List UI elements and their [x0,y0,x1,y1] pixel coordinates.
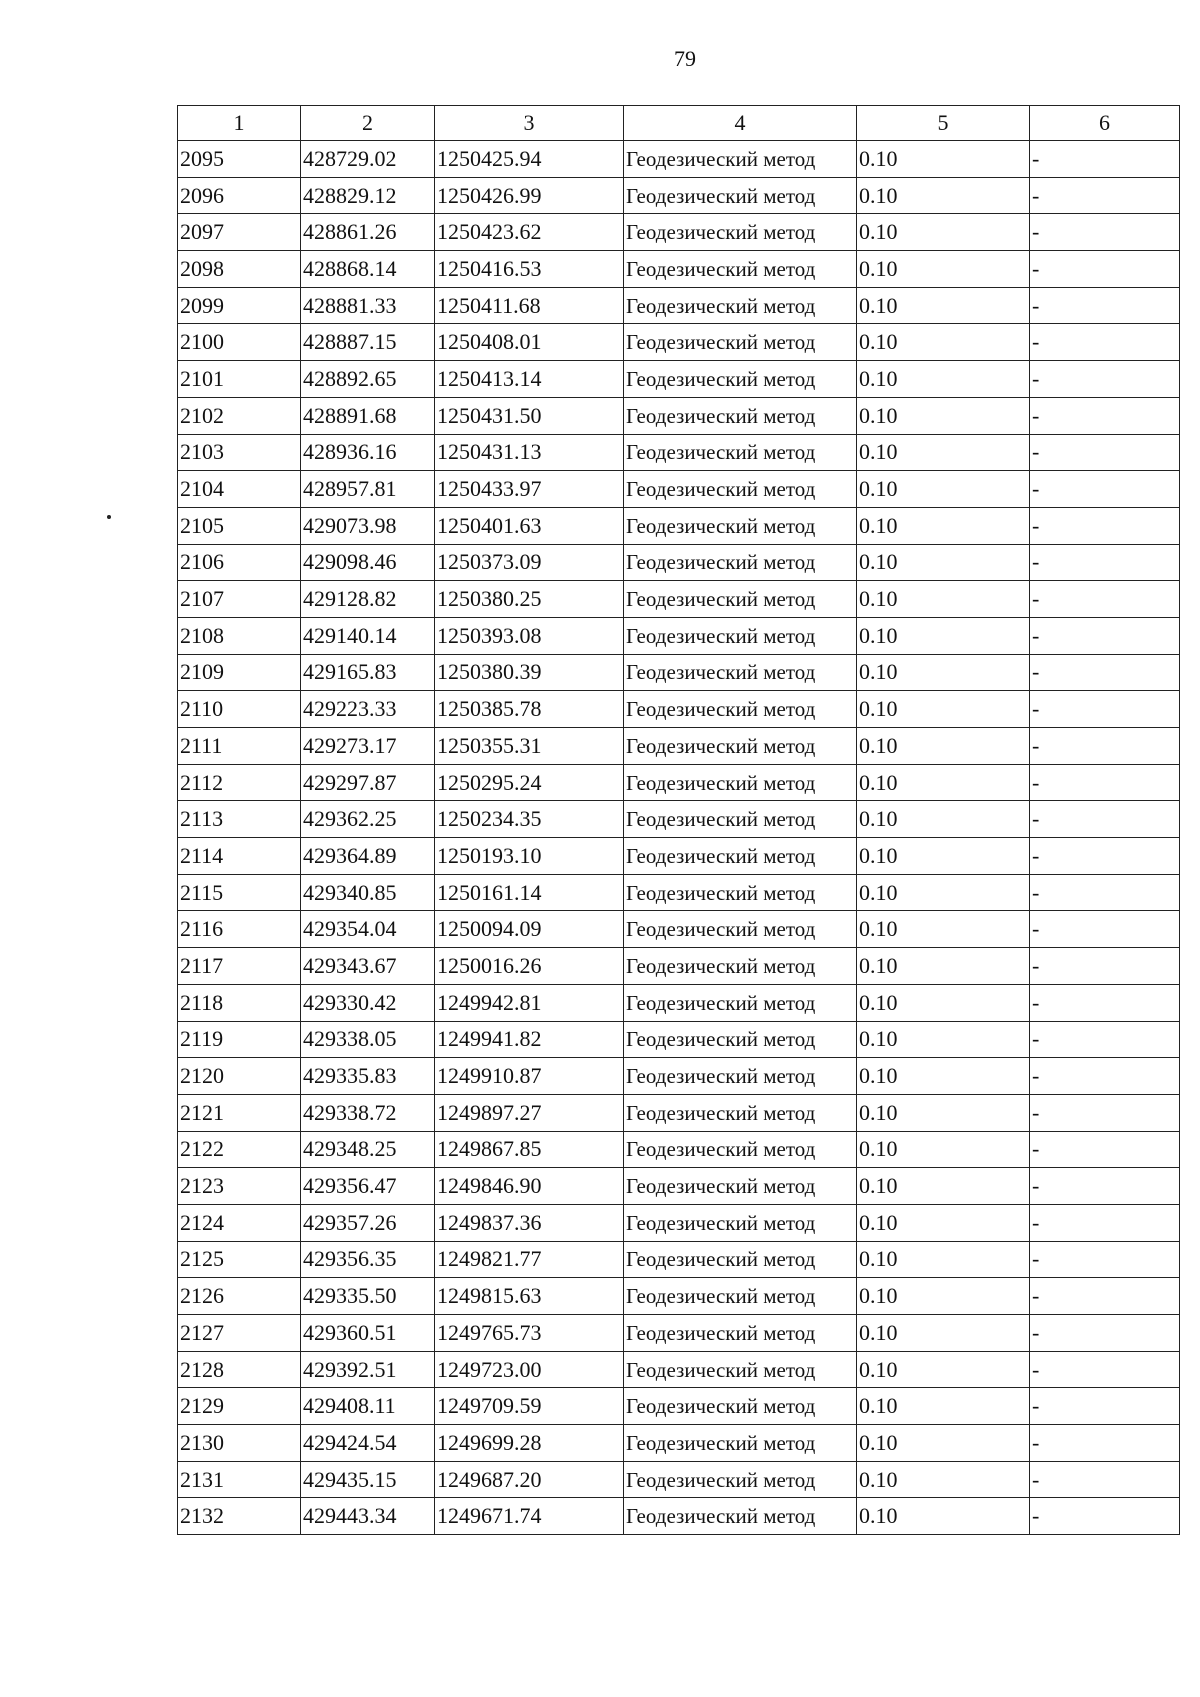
note-cell: - [1030,471,1180,508]
x-coordinate-cell: 429128.82 [301,581,435,618]
y-coordinate-cell: 1250408.01 [435,324,624,361]
method-cell: Геодезический метод [624,948,857,985]
table-row [178,1021,1180,1058]
note-cell: - [1030,324,1180,361]
point-number-cell: 2124 [178,1204,301,1241]
y-coordinate-cell: 1249941.82 [435,1021,624,1058]
method-cell: Геодезический метод [624,177,857,214]
table-row [178,911,1180,948]
point-number-cell: 2126 [178,1278,301,1315]
accuracy-cell: 0.10 [857,1351,1030,1388]
method-cell: Геодезический метод [624,1094,857,1131]
x-coordinate-cell: 429435.15 [301,1461,435,1498]
note-cell: - [1030,1058,1180,1095]
accuracy-cell: 0.10 [857,1315,1030,1352]
method-cell: Геодезический метод [624,1021,857,1058]
table-row [178,141,1180,178]
note-cell: - [1030,764,1180,801]
table-row [178,1058,1180,1095]
point-number-cell: 2099 [178,287,301,324]
note-cell: - [1030,911,1180,948]
method-cell: Геодезический метод [624,1241,857,1278]
table-row [178,361,1180,398]
method-cell: Геодезический метод [624,581,857,618]
point-number-cell: 2122 [178,1131,301,1168]
x-coordinate-cell: 429338.72 [301,1094,435,1131]
point-number-cell: 2096 [178,177,301,214]
point-number-cell: 2120 [178,1058,301,1095]
note-cell: - [1030,177,1180,214]
table-row [178,764,1180,801]
method-cell: Геодезический метод [624,617,857,654]
y-coordinate-cell: 1250426.99 [435,177,624,214]
point-number-cell: 2108 [178,617,301,654]
method-cell: Геодезический метод [624,1131,857,1168]
method-cell: Геодезический метод [624,1315,857,1352]
method-cell: Геодезический метод [624,911,857,948]
note-cell: - [1030,361,1180,398]
point-number-cell: 2100 [178,324,301,361]
method-cell: Геодезический метод [624,984,857,1021]
x-coordinate-cell: 428936.16 [301,434,435,471]
y-coordinate-cell: 1250431.13 [435,434,624,471]
table-row [178,1351,1180,1388]
point-number-cell: 2127 [178,1315,301,1352]
table-row [178,874,1180,911]
method-cell: Геодезический метод [624,397,857,434]
table-row [178,617,1180,654]
column-header: 6 [1030,106,1180,141]
x-coordinate-cell: 429360.51 [301,1315,435,1352]
x-coordinate-cell: 429443.34 [301,1498,435,1535]
x-coordinate-cell: 429408.11 [301,1388,435,1425]
method-cell: Геодезический метод [624,1278,857,1315]
y-coordinate-cell: 1249687.20 [435,1461,624,1498]
note-cell: - [1030,251,1180,288]
y-coordinate-cell: 1250411.68 [435,287,624,324]
point-number-cell: 2130 [178,1425,301,1462]
y-coordinate-cell: 1249723.00 [435,1351,624,1388]
accuracy-cell: 0.10 [857,324,1030,361]
table-row [178,1278,1180,1315]
table-row [178,1425,1180,1462]
table-row [178,471,1180,508]
x-coordinate-cell: 428861.26 [301,214,435,251]
scan-speck [107,515,111,519]
point-number-cell: 2113 [178,801,301,838]
method-cell: Геодезический метод [624,764,857,801]
note-cell: - [1030,801,1180,838]
table-row [178,1131,1180,1168]
table-row [178,1241,1180,1278]
accuracy-cell: 0.10 [857,1461,1030,1498]
y-coordinate-cell: 1250423.62 [435,214,624,251]
table-row [178,838,1180,875]
accuracy-cell: 0.10 [857,251,1030,288]
accuracy-cell: 0.10 [857,1204,1030,1241]
accuracy-cell: 0.10 [857,471,1030,508]
accuracy-cell: 0.10 [857,1388,1030,1425]
method-cell: Геодезический метод [624,691,857,728]
method-cell: Геодезический метод [624,1204,857,1241]
x-coordinate-cell: 428829.12 [301,177,435,214]
accuracy-cell: 0.10 [857,287,1030,324]
accuracy-cell: 0.10 [857,1131,1030,1168]
point-number-cell: 2116 [178,911,301,948]
y-coordinate-cell: 1249837.36 [435,1204,624,1241]
note-cell: - [1030,1351,1180,1388]
column-header: 4 [624,106,857,141]
x-coordinate-cell: 429338.05 [301,1021,435,1058]
method-cell: Геодезический метод [624,434,857,471]
x-coordinate-cell: 428868.14 [301,251,435,288]
method-cell: Геодезический метод [624,1461,857,1498]
accuracy-cell: 0.10 [857,1241,1030,1278]
y-coordinate-cell: 1249910.87 [435,1058,624,1095]
x-coordinate-cell: 429330.42 [301,984,435,1021]
note-cell: - [1030,1241,1180,1278]
note-cell: - [1030,1204,1180,1241]
note-cell: - [1030,397,1180,434]
y-coordinate-cell: 1249897.27 [435,1094,624,1131]
x-coordinate-cell: 429223.33 [301,691,435,728]
point-number-cell: 2103 [178,434,301,471]
note-cell: - [1030,1021,1180,1058]
y-coordinate-cell: 1249846.90 [435,1168,624,1205]
x-coordinate-cell: 429343.67 [301,948,435,985]
note-cell: - [1030,1094,1180,1131]
point-number-cell: 2132 [178,1498,301,1535]
point-number-cell: 2109 [178,654,301,691]
method-cell: Геодезический метод [624,361,857,398]
point-number-cell: 2128 [178,1351,301,1388]
y-coordinate-cell: 1250431.50 [435,397,624,434]
accuracy-cell: 0.10 [857,214,1030,251]
table-row [178,214,1180,251]
y-coordinate-cell: 1249699.28 [435,1425,624,1462]
y-coordinate-cell: 1250161.14 [435,874,624,911]
point-number-cell: 2123 [178,1168,301,1205]
accuracy-cell: 0.10 [857,691,1030,728]
point-number-cell: 2110 [178,691,301,728]
accuracy-cell: 0.10 [857,984,1030,1021]
table-row [178,581,1180,618]
x-coordinate-cell: 429362.25 [301,801,435,838]
method-cell: Геодезический метод [624,251,857,288]
accuracy-cell: 0.10 [857,177,1030,214]
accuracy-cell: 0.10 [857,911,1030,948]
accuracy-cell: 0.10 [857,581,1030,618]
point-number-cell: 2111 [178,728,301,765]
accuracy-cell: 0.10 [857,1278,1030,1315]
point-number-cell: 2106 [178,544,301,581]
accuracy-cell: 0.10 [857,728,1030,765]
x-coordinate-cell: 428887.15 [301,324,435,361]
note-cell: - [1030,654,1180,691]
table-row [178,984,1180,1021]
table-row [178,728,1180,765]
note-cell: - [1030,581,1180,618]
accuracy-cell: 0.10 [857,1094,1030,1131]
point-number-cell: 2102 [178,397,301,434]
table-row [178,507,1180,544]
method-cell: Геодезический метод [624,874,857,911]
column-header: 5 [857,106,1030,141]
point-number-cell: 2105 [178,507,301,544]
x-coordinate-cell: 429356.35 [301,1241,435,1278]
method-cell: Геодезический метод [624,324,857,361]
point-number-cell: 2131 [178,1461,301,1498]
accuracy-cell: 0.10 [857,1498,1030,1535]
table-body [178,141,1180,1535]
y-coordinate-cell: 1250393.08 [435,617,624,654]
table-row [178,691,1180,728]
note-cell: - [1030,507,1180,544]
table-row [178,251,1180,288]
point-number-cell: 2121 [178,1094,301,1131]
y-coordinate-cell: 1250234.35 [435,801,624,838]
x-coordinate-cell: 429165.83 [301,654,435,691]
x-coordinate-cell: 429335.50 [301,1278,435,1315]
table-row [178,801,1180,838]
accuracy-cell: 0.10 [857,838,1030,875]
y-coordinate-cell: 1250433.97 [435,471,624,508]
y-coordinate-cell: 1249942.81 [435,984,624,1021]
point-number-cell: 2114 [178,838,301,875]
point-number-cell: 2104 [178,471,301,508]
x-coordinate-cell: 428892.65 [301,361,435,398]
point-number-cell: 2107 [178,581,301,618]
method-cell: Геодезический метод [624,838,857,875]
table-row [178,654,1180,691]
accuracy-cell: 0.10 [857,874,1030,911]
y-coordinate-cell: 1250380.25 [435,581,624,618]
method-cell: Геодезический метод [624,728,857,765]
x-coordinate-cell: 428881.33 [301,287,435,324]
note-cell: - [1030,617,1180,654]
x-coordinate-cell: 429392.51 [301,1351,435,1388]
table-row [178,287,1180,324]
method-cell: Геодезический метод [624,544,857,581]
accuracy-cell: 0.10 [857,764,1030,801]
y-coordinate-cell: 1250385.78 [435,691,624,728]
y-coordinate-cell: 1250413.14 [435,361,624,398]
coordinates-table [177,105,1180,1535]
point-number-cell: 2129 [178,1388,301,1425]
note-cell: - [1030,1315,1180,1352]
method-cell: Геодезический метод [624,654,857,691]
x-coordinate-cell: 429340.85 [301,874,435,911]
method-cell: Геодезический метод [624,801,857,838]
point-number-cell: 2097 [178,214,301,251]
y-coordinate-cell: 1250094.09 [435,911,624,948]
table-row [178,544,1180,581]
note-cell: - [1030,287,1180,324]
y-coordinate-cell: 1250380.39 [435,654,624,691]
note-cell: - [1030,1131,1180,1168]
y-coordinate-cell: 1250016.26 [435,948,624,985]
column-header: 2 [301,106,435,141]
note-cell: - [1030,1278,1180,1315]
table-row [178,1094,1180,1131]
accuracy-cell: 0.10 [857,507,1030,544]
x-coordinate-cell: 429073.98 [301,507,435,544]
note-cell: - [1030,214,1180,251]
point-number-cell: 2112 [178,764,301,801]
y-coordinate-cell: 1249671.74 [435,1498,624,1535]
point-number-cell: 2101 [178,361,301,398]
accuracy-cell: 0.10 [857,361,1030,398]
x-coordinate-cell: 429364.89 [301,838,435,875]
table-row [178,1204,1180,1241]
x-coordinate-cell: 428957.81 [301,471,435,508]
y-coordinate-cell: 1250416.53 [435,251,624,288]
note-cell: - [1030,728,1180,765]
method-cell: Геодезический метод [624,1351,857,1388]
y-coordinate-cell: 1250355.31 [435,728,624,765]
column-header: 1 [178,106,301,141]
method-cell: Геодезический метод [624,507,857,544]
y-coordinate-cell: 1249765.73 [435,1315,624,1352]
accuracy-cell: 0.10 [857,1168,1030,1205]
note-cell: - [1030,838,1180,875]
method-cell: Геодезический метод [624,1058,857,1095]
method-cell: Геодезический метод [624,1498,857,1535]
accuracy-cell: 0.10 [857,1058,1030,1095]
point-number-cell: 2117 [178,948,301,985]
point-number-cell: 2118 [178,984,301,1021]
note-cell: - [1030,544,1180,581]
table-row [178,948,1180,985]
method-cell: Геодезический метод [624,1425,857,1462]
y-coordinate-cell: 1250295.24 [435,764,624,801]
note-cell: - [1030,984,1180,1021]
x-coordinate-cell: 429098.46 [301,544,435,581]
y-coordinate-cell: 1250425.94 [435,141,624,178]
column-header: 3 [435,106,624,141]
accuracy-cell: 0.10 [857,654,1030,691]
accuracy-cell: 0.10 [857,1425,1030,1462]
x-coordinate-cell: 428729.02 [301,141,435,178]
x-coordinate-cell: 429297.87 [301,764,435,801]
x-coordinate-cell: 429357.26 [301,1204,435,1241]
x-coordinate-cell: 429348.25 [301,1131,435,1168]
page-number: 79 [674,46,696,71]
note-cell: - [1030,948,1180,985]
note-cell: - [1030,1461,1180,1498]
table-row [178,397,1180,434]
method-cell: Геодезический метод [624,1168,857,1205]
x-coordinate-cell: 429273.17 [301,728,435,765]
method-cell: Геодезический метод [624,471,857,508]
method-cell: Геодезический метод [624,1388,857,1425]
table-row [178,1315,1180,1352]
accuracy-cell: 0.10 [857,141,1030,178]
note-cell: - [1030,1168,1180,1205]
note-cell: - [1030,1425,1180,1462]
y-coordinate-cell: 1250193.10 [435,838,624,875]
note-cell: - [1030,141,1180,178]
accuracy-cell: 0.10 [857,544,1030,581]
accuracy-cell: 0.10 [857,617,1030,654]
point-number-cell: 2125 [178,1241,301,1278]
table-row [178,1388,1180,1425]
method-cell: Геодезический метод [624,141,857,178]
accuracy-cell: 0.10 [857,801,1030,838]
table-row [178,434,1180,471]
note-cell: - [1030,874,1180,911]
table-row [178,1461,1180,1498]
x-coordinate-cell: 429354.04 [301,911,435,948]
table-row [178,177,1180,214]
y-coordinate-cell: 1249709.59 [435,1388,624,1425]
x-coordinate-cell: 429424.54 [301,1425,435,1462]
x-coordinate-cell: 429140.14 [301,617,435,654]
y-coordinate-cell: 1249867.85 [435,1131,624,1168]
accuracy-cell: 0.10 [857,948,1030,985]
x-coordinate-cell: 429356.47 [301,1168,435,1205]
point-number-cell: 2115 [178,874,301,911]
y-coordinate-cell: 1249821.77 [435,1241,624,1278]
note-cell: - [1030,434,1180,471]
table-header-row [178,106,1180,141]
accuracy-cell: 0.10 [857,397,1030,434]
table-row [178,324,1180,361]
y-coordinate-cell: 1249815.63 [435,1278,624,1315]
accuracy-cell: 0.10 [857,1021,1030,1058]
method-cell: Геодезический метод [624,214,857,251]
x-coordinate-cell: 428891.68 [301,397,435,434]
accuracy-cell: 0.10 [857,434,1030,471]
point-number-cell: 2119 [178,1021,301,1058]
point-number-cell: 2095 [178,141,301,178]
y-coordinate-cell: 1250373.09 [435,544,624,581]
table-row [178,1168,1180,1205]
method-cell: Геодезический метод [624,287,857,324]
x-coordinate-cell: 429335.83 [301,1058,435,1095]
table-row [178,1498,1180,1535]
point-number-cell: 2098 [178,251,301,288]
note-cell: - [1030,1388,1180,1425]
y-coordinate-cell: 1250401.63 [435,507,624,544]
note-cell: - [1030,1498,1180,1535]
note-cell: - [1030,691,1180,728]
